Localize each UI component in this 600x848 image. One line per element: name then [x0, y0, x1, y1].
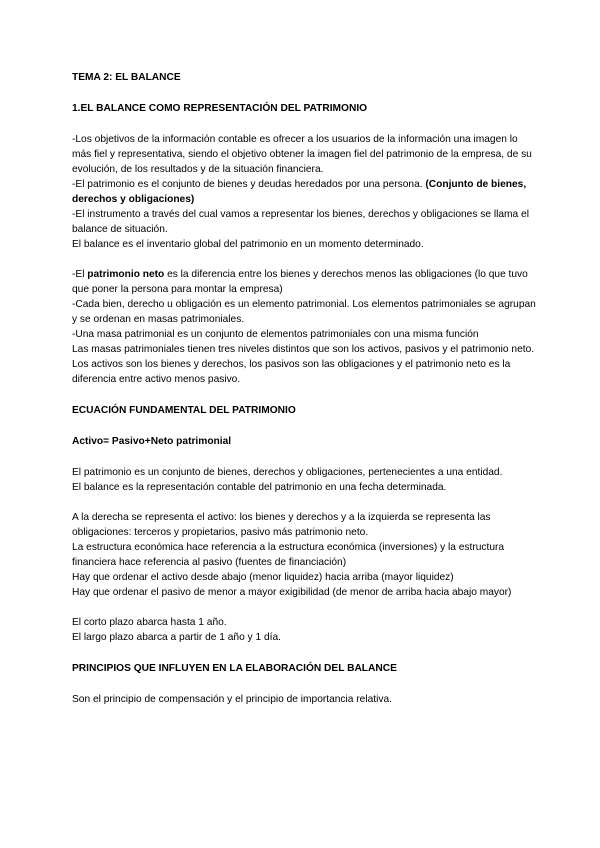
section-3-heading: PRINCIPIOS QUE INFLUYEN EN LA ELABORACIÓN DEL BALANCE — [72, 663, 397, 674]
paragraph: El balance es la representación contable del patrimonio en una fecha determinada. — [72, 482, 447, 493]
paragraph: -Cada bien, derecho u obligación es un elemento patrimonial. Los elementos patrimoniales se agrupan y se ordenan en masas patrimoniales. — [72, 299, 536, 325]
paragraph: Los activos son los bienes y derechos, los pasivos son las obligaciones y el patrimonio neto es la diferencia entre activo menos pasivo. — [72, 359, 511, 385]
paragraph: -Los objetivos de la información contable es ofrecer a los usuarios de la información una imagen lo más fiel y representativa, siendo el objetivo obtener la imagen fiel del patrimonio de la empresa, de su evolución, de los resultados y de la situación financiera. — [72, 134, 532, 175]
paragraph-bold-text: patrimonio neto — [87, 269, 165, 280]
paragraph-text: es la diferencia entre los bienes y derechos menos las obligaciones (lo que tuvo que poner la persona para montar la empresa) — [72, 269, 528, 295]
paragraph: Hay que ordenar el activo desde abajo (menor liquidez) hacia arriba (mayor liquidez) — [72, 572, 454, 583]
paragraph — [72, 177, 538, 207]
section-2-heading: ECUACIÓN FUNDAMENTAL DEL PATRIMONIO — [72, 405, 296, 416]
paragraph: La estructura económica hace referencia a la estructura económica (inversiones) y la estructura financiera hace referencia al pasivo (fuentes de financiación) — [72, 542, 505, 568]
paragraph: A la derecha se representa el activo: los bienes y derechos y a la izquierda se representa las obligaciones: terceros y propietarios, pasivo más patrimonio neto. — [72, 512, 491, 538]
paragraph-bold-text: (Conjunto de bienes, derechos y obligaciones) — [72, 179, 527, 205]
paragraph: El balance es el inventario global del patrimonio en un momento determinado. — [72, 239, 424, 250]
paragraph: -Una masa patrimonial es un conjunto de elementos patrimoniales con una misma función — [72, 329, 479, 340]
document-title: TEMA 2: EL BALANCE — [72, 72, 181, 83]
paragraph — [72, 267, 538, 297]
formula: Activo= Pasivo+Neto patrimonial — [72, 436, 232, 447]
paragraph-text: -El patrimonio es el conjunto de bienes y deudas heredados por una persona. — [72, 179, 426, 190]
paragraph: El largo plazo abarca a partir de 1 año y 1 día. — [72, 632, 281, 643]
paragraph-text: -El — [72, 269, 88, 280]
paragraph: Las masas patrimoniales tienen tres niveles distintos que son los activos, pasivos y el patrimonio neto. — [72, 344, 535, 355]
section-1-heading: 1.EL BALANCE COMO REPRESENTACIÓN DEL PATRIMONIO — [72, 103, 368, 114]
paragraph: Hay que ordenar el pasivo de menor a mayor exigibilidad (de menor de arriba hacia abajo mayor) — [72, 587, 512, 598]
paragraph: -El instrumento a través del cual vamos a representar los bienes, derechos y obligaciones se llama el balance de situación. — [72, 209, 529, 235]
paragraph: El corto plazo abarca hasta 1 año. — [72, 617, 227, 628]
paragraph: Son el principio de compensación y el principio de importancia relativa. — [72, 694, 392, 705]
paragraph: El patrimonio es un conjunto de bienes, derechos y obligaciones, pertenecientes a una entidad. — [72, 467, 503, 478]
